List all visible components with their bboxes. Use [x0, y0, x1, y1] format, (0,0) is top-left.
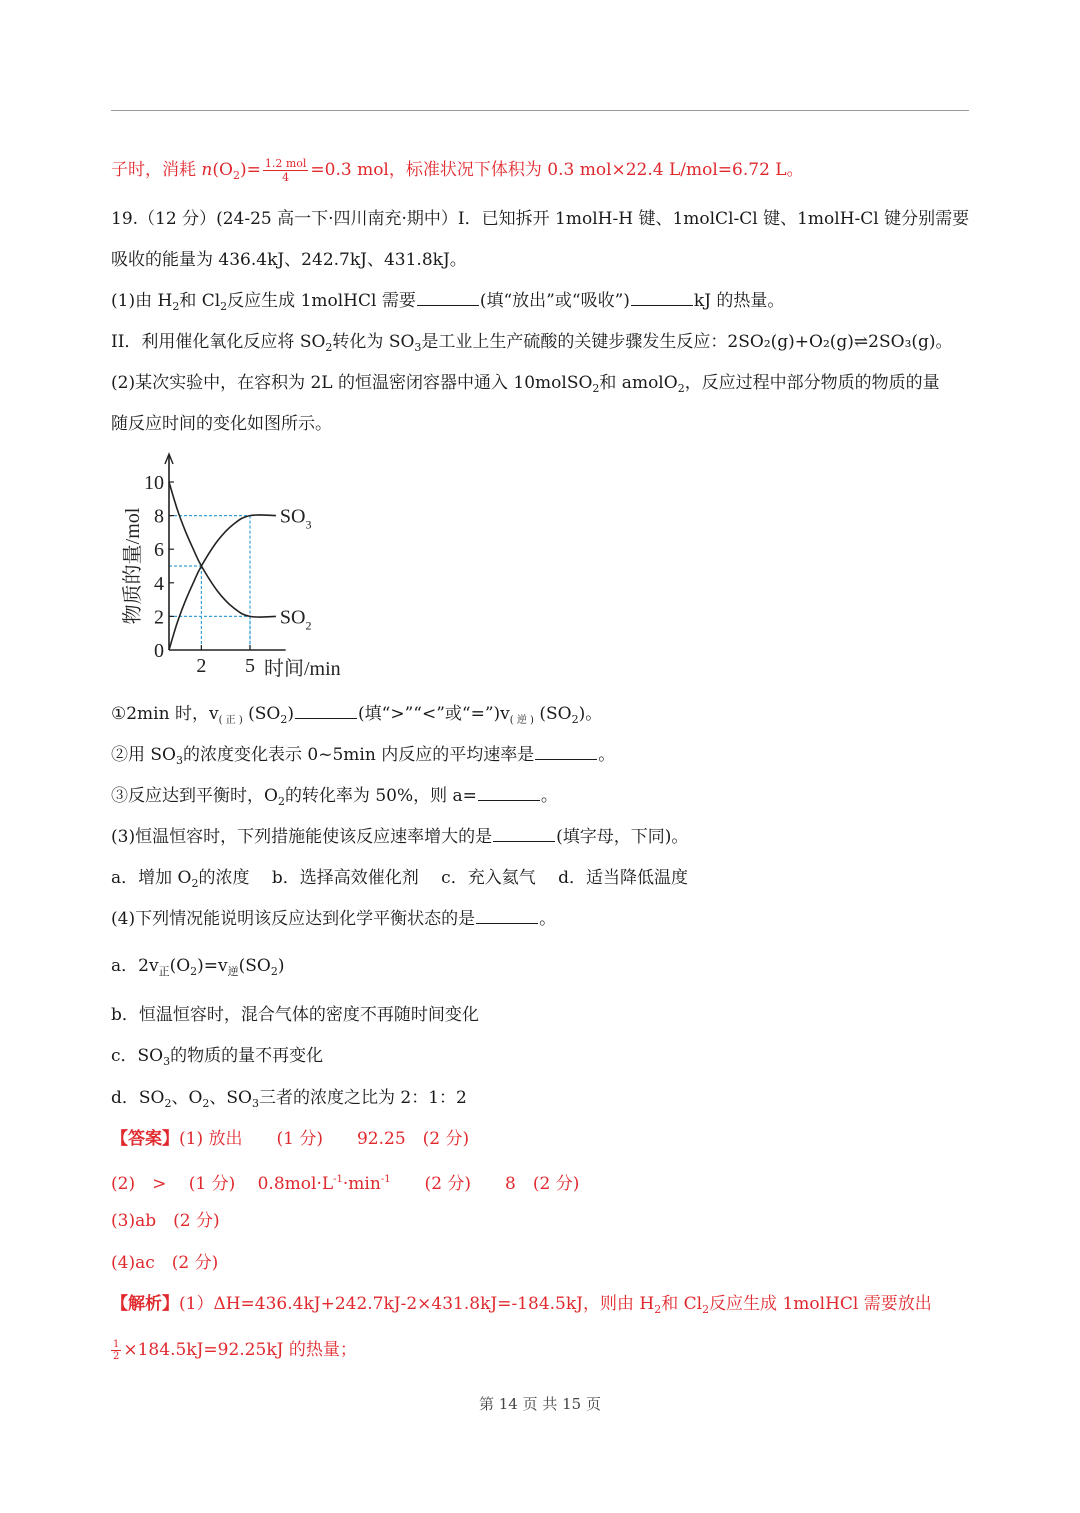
- analysis-line-1: [111, 1292, 932, 1322]
- sub2-text: 。: [598, 745, 616, 765]
- q1-text: 反应生成 1molHCl 需要: [227, 291, 416, 311]
- chart-guides: [169, 516, 250, 650]
- fraction-numerator: 1.2 mol: [264, 157, 307, 170]
- q4-option-a: [111, 954, 284, 984]
- sub2-text: 的浓度变化表示 0~5min 内反应的平均速率是: [183, 745, 535, 765]
- top-answer-paren: (O: [212, 160, 233, 180]
- answer-blank[interactable]: [476, 907, 538, 924]
- top-answer-prefix: 子时，消耗: [111, 160, 202, 180]
- part2-text: II．利用催化氧化反应将 SO: [111, 332, 326, 352]
- q1-sub: 2: [220, 300, 228, 313]
- analysis-fraction: [111, 1339, 121, 1362]
- series-line-so3: [169, 515, 276, 650]
- q4a-text: a．2v: [111, 956, 159, 976]
- answer-text: (2) > (1 分) 0.8mol·L: [111, 1174, 334, 1194]
- top-answer-sub: 2: [232, 169, 240, 182]
- analysis-sub: 2: [702, 1303, 710, 1316]
- answer-blank[interactable]: [417, 289, 479, 306]
- q19-line1: 19.（12 分）(24-25 高一下·四川南充·期中）I．已知拆开 1molH-H 键、1molCl-Cl 键、1molH-Cl 键分别需要: [111, 209, 970, 229]
- sub1-sub: 2: [571, 713, 579, 726]
- y-tick-label: 0: [154, 640, 164, 662]
- q4a-text: (O: [169, 956, 191, 976]
- q2-sub3: [111, 784, 558, 814]
- top-answer-suffix: =0.3 mol，标准状况下体积为 0.3 mol×22.4 L/mol=6.72 L。: [310, 160, 804, 180]
- answer-text: (1) 放出 (1 分) 92.25 (2 分): [179, 1129, 470, 1149]
- q1-text: kJ 的热量。: [693, 291, 785, 311]
- answer-line-3: (3)ab (2 分): [111, 1211, 220, 1231]
- y-tick-label: 10: [144, 472, 164, 494]
- q4c-text: 的物质的量不再变化: [170, 1046, 324, 1066]
- x-tick-label: 2: [196, 655, 207, 677]
- q2-sub: 2: [677, 382, 685, 395]
- y-tick-label: 4: [154, 572, 164, 595]
- fraction-denominator: 4: [282, 171, 290, 184]
- fraction-numerator: 1: [113, 1339, 120, 1350]
- sub1-text: ): [287, 704, 295, 724]
- q19-part2: [111, 330, 953, 360]
- q19-q4: [111, 907, 556, 931]
- q4a-text: )=v: [197, 956, 228, 976]
- q19-q3: [111, 825, 688, 849]
- y-axis-label: 物质的量/mol: [122, 507, 144, 625]
- q4c-sub: 3: [163, 1055, 171, 1068]
- sub3-sub: 2: [277, 795, 285, 808]
- analysis-tag: 【解析】: [111, 1294, 179, 1314]
- sub1-sub: ( 逆 ): [509, 715, 534, 726]
- x-axis-label: 时间/min: [264, 658, 341, 680]
- q2-sub: 2: [592, 382, 600, 395]
- sub2-text: ②用 SO: [111, 745, 176, 765]
- q4-option-c: [111, 1044, 323, 1074]
- sub3-text: 。: [540, 786, 558, 806]
- top-answer-fraction: [263, 157, 309, 184]
- x-tick-label: 5: [245, 655, 255, 677]
- series-label-subscript: 3: [305, 517, 312, 532]
- q3-text: (填字母，下同)。: [556, 827, 689, 847]
- answer-blank[interactable]: [631, 289, 693, 306]
- q2-sub2: [111, 743, 615, 773]
- y-tick-label: 8: [154, 505, 164, 528]
- y-tick-label: 2: [154, 606, 164, 629]
- q3-option-text: 的浓度 b．选择高效催化剂 c．充入氦气 d．适当降低温度: [198, 868, 688, 888]
- part2-sub: 3: [414, 341, 422, 354]
- q3-option-sub: 2: [191, 877, 199, 890]
- answer-text: ·min: [342, 1174, 381, 1194]
- q1-text: (1)由 H: [111, 291, 173, 311]
- series-label-so2: $SO_2$: [279, 606, 312, 633]
- top-answer-line: [111, 157, 804, 188]
- q4a-sub: 2: [270, 965, 278, 978]
- q1-text: 和 Cl: [179, 291, 221, 311]
- page-footer: 第 14 页 共 15 页: [478, 1395, 601, 1413]
- q4a-sub: 正: [158, 965, 170, 978]
- q4a-sub: 2: [190, 965, 198, 978]
- header-rule: [111, 110, 969, 111]
- q4a-text: ): [277, 956, 285, 976]
- q4-option-b: b．恒温恒容时，混合气体的密度不再随时间变化: [111, 1005, 479, 1025]
- q4a-text: (SO: [238, 956, 271, 976]
- sub1-sub: ( 正 ): [218, 715, 243, 726]
- reaction-equation: 2SO₂(g)+O₂(g)⇌2SO₃(g)。: [727, 332, 953, 352]
- q19-q1: [111, 289, 784, 319]
- sub1-text: (SO: [242, 704, 281, 724]
- top-answer-paren-end: )=: [239, 160, 261, 180]
- amount-vs-time-chart: [111, 452, 431, 687]
- part2-text: 是工业上生产硫酸的关键步骤发生反应：: [421, 332, 728, 352]
- q1-sub: 2: [172, 300, 180, 313]
- q3-options: [111, 866, 688, 896]
- sub3-text: 的转化率为 50%，则 a=: [284, 786, 477, 806]
- chart-axes: [165, 454, 286, 650]
- q2-text: ，反应过程中部分物质的物质的量: [684, 373, 940, 393]
- answer-line-2: [111, 1168, 579, 1196]
- sub2-sub: 3: [176, 754, 183, 767]
- answer-text: (2 分) 8 (2 分): [390, 1174, 580, 1194]
- sub3-text: ③反应达到平衡时，O: [111, 786, 278, 806]
- part2-sub: 2: [325, 341, 333, 354]
- q4c-text: c．SO: [111, 1046, 164, 1066]
- analysis-text: ×184.5kJ=92.25kJ 的热量；: [123, 1340, 357, 1360]
- q4a-sub: 逆: [227, 965, 239, 978]
- series-line-so2: [169, 482, 276, 617]
- answer-blank[interactable]: [295, 702, 357, 719]
- q4d-sub: 2: [202, 1097, 210, 1110]
- q4d-text: 、SO: [209, 1088, 252, 1108]
- q4d-text: 三者的浓度之比为 2：1：2: [259, 1088, 467, 1108]
- sub1-text: (填“>”“<”或“=”)v: [358, 704, 510, 724]
- q4d-text: 、O: [171, 1088, 203, 1108]
- sub1-text: )。: [578, 704, 603, 724]
- analysis-line-2: [111, 1338, 357, 1362]
- fraction-denominator: 2: [113, 1351, 120, 1362]
- q4d-text: d．SO: [111, 1088, 165, 1108]
- q3-option-text: a．增加 O: [111, 868, 192, 888]
- analysis-text: (1）ΔH=436.4kJ+242.7kJ-2×431.8kJ=-184.5kJ，则由 H: [179, 1294, 655, 1314]
- y-tick-label: 6: [154, 539, 164, 562]
- q2-text: (2)某次实验中，在容积为 2L 的恒温密闭容器中通入 10molSO: [111, 373, 593, 393]
- q4-text: (4)下列情况能说明该反应达到化学平衡状态的是: [111, 909, 476, 929]
- answer-blank[interactable]: [478, 784, 540, 801]
- q4d-sub: 2: [164, 1097, 172, 1110]
- sub1-sub: 2: [280, 713, 288, 726]
- answer-line-4: (4)ac (2 分): [111, 1253, 219, 1273]
- part2-text: 转化为 SO: [332, 332, 415, 352]
- q4d-sub: 3: [252, 1097, 259, 1110]
- q19-line2: 吸收的能量为 436.4kJ、242.7kJ、431.8kJ。: [111, 250, 467, 270]
- q2-sub1: [111, 702, 602, 733]
- sub1-text: (SO: [533, 704, 572, 724]
- series-label-subscript: 2: [305, 618, 312, 633]
- q4-text: 。: [539, 909, 557, 929]
- q1-text: (填“放出”或“吸收”): [479, 291, 630, 311]
- answer-tag: 【答案】: [111, 1129, 179, 1149]
- analysis-text: 和 Cl: [661, 1294, 703, 1314]
- q3-text: (3)恒温恒容时，下列措施能使该反应速率增大的是: [111, 827, 493, 847]
- sub1-text: ①2min 时，v: [111, 704, 219, 724]
- top-answer-var: n: [201, 160, 213, 180]
- answer-sup: -1: [333, 1174, 343, 1185]
- series-label-so3: $SO_3$: [279, 505, 312, 532]
- analysis-sub: 2: [654, 1303, 662, 1316]
- q4-option-d: [111, 1086, 467, 1116]
- q2-text: 和 amolO: [599, 373, 678, 393]
- answer-line-1: [111, 1127, 469, 1151]
- q19-q2-intro-line2: 随反应时间的变化如图所示。: [111, 414, 332, 434]
- q19-q2-intro: [111, 371, 940, 401]
- answer-blank[interactable]: [493, 825, 555, 842]
- answer-blank[interactable]: [535, 743, 597, 760]
- chart-text: [121, 472, 341, 680]
- analysis-text: 反应生成 1molHCl 需要放出: [709, 1294, 932, 1314]
- answer-sup: -1: [380, 1174, 391, 1185]
